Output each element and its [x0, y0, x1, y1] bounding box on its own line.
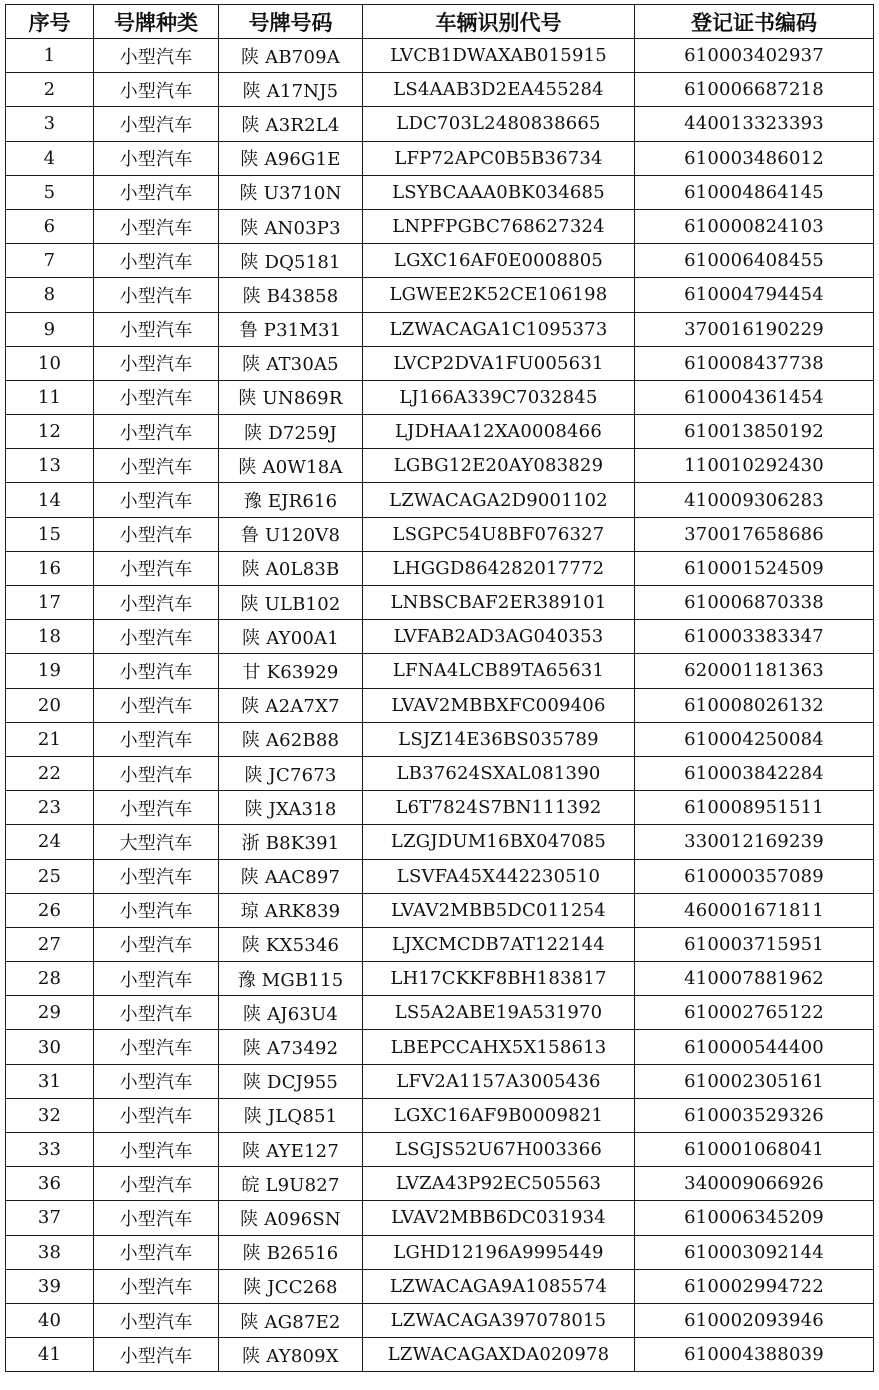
cell-certificate-code: 610002093946: [635, 1303, 874, 1337]
cell-index: 8: [6, 278, 94, 312]
cell-vin: LS4AAB3D2EA455284: [363, 73, 635, 107]
cell-vin: LSGPC54U8BF076327: [363, 517, 635, 551]
cell-vin: LVZA43P92EC505563: [363, 1167, 635, 1201]
table-row: [6, 517, 874, 551]
cell-plate-number: 鲁 P31M31: [219, 312, 363, 346]
cell-plate-number: 浙 B8K391: [219, 825, 363, 859]
cell-plate-number: 陕 AB709A: [219, 39, 363, 73]
cell-index: 37: [6, 1201, 94, 1235]
cell-index: 2: [6, 73, 94, 107]
table-row: [6, 962, 874, 996]
table-row: [6, 278, 874, 312]
cell-index: 13: [6, 449, 94, 483]
table-header: [6, 5, 874, 39]
cell-index: 28: [6, 962, 94, 996]
cell-vin: LGXC16AF0E0008805: [363, 244, 635, 278]
cell-plate-type: 小型汽车: [94, 620, 219, 654]
cell-vin: LGWEE2K52CE106198: [363, 278, 635, 312]
table-row: [6, 73, 874, 107]
cell-certificate-code: 610004794454: [635, 278, 874, 312]
cell-index: 19: [6, 654, 94, 688]
cell-plate-number: 豫 MGB115: [219, 962, 363, 996]
cell-certificate-code: 410009306283: [635, 483, 874, 517]
cell-certificate-code: 610008951511: [635, 791, 874, 825]
cell-vin: LGBG12E20AY083829: [363, 449, 635, 483]
cell-certificate-code: 440013323393: [635, 107, 874, 141]
cell-plate-number: 豫 EJR616: [219, 483, 363, 517]
cell-certificate-code: 370017658686: [635, 517, 874, 551]
cell-plate-type: 小型汽车: [94, 415, 219, 449]
cell-vin: LVFAB2AD3AG040353: [363, 620, 635, 654]
cell-index: 18: [6, 620, 94, 654]
cell-plate-type: 小型汽车: [94, 175, 219, 209]
cell-vin: LJXCMCDB7AT122144: [363, 927, 635, 961]
cell-certificate-code: 610003486012: [635, 141, 874, 175]
cell-vin: LSJZ14E36BS035789: [363, 722, 635, 756]
cell-plate-number: 陕 JLQ851: [219, 1098, 363, 1132]
cell-plate-type: 小型汽车: [94, 209, 219, 243]
cell-certificate-code: 610000544400: [635, 1030, 874, 1064]
cell-index: 36: [6, 1167, 94, 1201]
cell-plate-number: 陕 AT30A5: [219, 346, 363, 380]
table-row: [6, 175, 874, 209]
cell-plate-type: 小型汽车: [94, 107, 219, 141]
cell-certificate-code: 610004388039: [635, 1338, 874, 1372]
header-vin: 车辆识别代号: [363, 5, 635, 39]
cell-index: 30: [6, 1030, 94, 1064]
cell-plate-number: 陕 A0W18A: [219, 449, 363, 483]
table-row: [6, 620, 874, 654]
cell-plate-number: 陕 AN03P3: [219, 209, 363, 243]
cell-plate-type: 小型汽车: [94, 962, 219, 996]
cell-plate-type: 小型汽车: [94, 586, 219, 620]
cell-vin: LGHD12196A9995449: [363, 1235, 635, 1269]
cell-certificate-code: 340009066926: [635, 1167, 874, 1201]
cell-vin: LNBSCBAF2ER389101: [363, 586, 635, 620]
cell-vin: LZWACAGAXDA020978: [363, 1338, 635, 1372]
header-row: [6, 5, 874, 39]
cell-index: 5: [6, 175, 94, 209]
cell-index: 12: [6, 415, 94, 449]
cell-plate-number: 陕 B26516: [219, 1235, 363, 1269]
cell-plate-number: 陕 AJ63U4: [219, 996, 363, 1030]
table-row: [6, 1269, 874, 1303]
cell-plate-number: 陕 A96G1E: [219, 141, 363, 175]
cell-certificate-code: 610003092144: [635, 1235, 874, 1269]
cell-index: 31: [6, 1064, 94, 1098]
table-row: [6, 39, 874, 73]
cell-plate-number: 鲁 U120V8: [219, 517, 363, 551]
cell-plate-type: 小型汽车: [94, 859, 219, 893]
cell-index: 11: [6, 380, 94, 414]
cell-certificate-code: 610004864145: [635, 175, 874, 209]
table-row: [6, 791, 874, 825]
cell-vin: LS5A2ABE19A531970: [363, 996, 635, 1030]
table-row: [6, 756, 874, 790]
header-certificate-code: 登记证书编码: [635, 5, 874, 39]
cell-vin: LFNA4LCB89TA65631: [363, 654, 635, 688]
cell-index: 40: [6, 1303, 94, 1337]
cell-plate-type: 小型汽车: [94, 517, 219, 551]
cell-vin: LVCB1DWAXAB015915: [363, 39, 635, 73]
cell-plate-number: 陕 A0L83B: [219, 551, 363, 585]
cell-plate-number: 陕 ULB102: [219, 586, 363, 620]
cell-index: 26: [6, 893, 94, 927]
cell-certificate-code: 610006870338: [635, 586, 874, 620]
cell-vin: LJ166A339C7032845: [363, 380, 635, 414]
cell-index: 6: [6, 209, 94, 243]
cell-certificate-code: 610002305161: [635, 1064, 874, 1098]
cell-vin: LFP72APC0B5B36734: [363, 141, 635, 175]
cell-index: 14: [6, 483, 94, 517]
cell-certificate-code: 610001524509: [635, 551, 874, 585]
cell-plate-type: 小型汽车: [94, 1303, 219, 1337]
cell-index: 7: [6, 244, 94, 278]
table-row: [6, 859, 874, 893]
cell-certificate-code: 610004250084: [635, 722, 874, 756]
cell-plate-number: 陕 JXA318: [219, 791, 363, 825]
cell-plate-type: 小型汽车: [94, 654, 219, 688]
cell-plate-number: 陕 A62B88: [219, 722, 363, 756]
cell-vin: LBEPCCAHX5X158613: [363, 1030, 635, 1064]
cell-certificate-code: 110010292430: [635, 449, 874, 483]
cell-plate-number: 陕 AAC897: [219, 859, 363, 893]
cell-plate-number: 陕 KX5346: [219, 927, 363, 961]
cell-plate-number: 陕 AY00A1: [219, 620, 363, 654]
cell-index: 38: [6, 1235, 94, 1269]
cell-plate-type: 小型汽车: [94, 688, 219, 722]
table-row: [6, 312, 874, 346]
table-row: [6, 654, 874, 688]
cell-vin: LVAV2MBBXFC009406: [363, 688, 635, 722]
table-row: [6, 1235, 874, 1269]
vehicle-registration-table: [5, 4, 874, 1372]
cell-certificate-code: 610008026132: [635, 688, 874, 722]
cell-plate-number: 陕 B43858: [219, 278, 363, 312]
cell-certificate-code: 610006345209: [635, 1201, 874, 1235]
table-row: [6, 1098, 874, 1132]
table-row: [6, 586, 874, 620]
cell-certificate-code: 610008437738: [635, 346, 874, 380]
cell-plate-number: 陕 A3R2L4: [219, 107, 363, 141]
cell-index: 41: [6, 1338, 94, 1372]
cell-certificate-code: 610006687218: [635, 73, 874, 107]
cell-plate-type: 小型汽车: [94, 722, 219, 756]
cell-vin: LZWACAGA1C1095373: [363, 312, 635, 346]
cell-index: 4: [6, 141, 94, 175]
cell-plate-number: 陕 UN869R: [219, 380, 363, 414]
cell-vin: L6T7824S7BN111392: [363, 791, 635, 825]
table-row: [6, 483, 874, 517]
cell-plate-type: 小型汽车: [94, 756, 219, 790]
cell-vin: LSYBCAAA0BK034685: [363, 175, 635, 209]
cell-certificate-code: 610000357089: [635, 859, 874, 893]
table-row: [6, 551, 874, 585]
cell-index: 1: [6, 39, 94, 73]
table-row: [6, 688, 874, 722]
header-plate-number: 号牌号码: [219, 5, 363, 39]
table-row: [6, 415, 874, 449]
table-row: [6, 996, 874, 1030]
cell-index: 25: [6, 859, 94, 893]
cell-vin: LVAV2MBB6DC031934: [363, 1201, 635, 1235]
table-row: [6, 209, 874, 243]
cell-index: 21: [6, 722, 94, 756]
cell-plate-number: 陕 U3710N: [219, 175, 363, 209]
cell-index: 29: [6, 996, 94, 1030]
table-row: [6, 449, 874, 483]
cell-plate-type: 小型汽车: [94, 1064, 219, 1098]
table-row: [6, 1030, 874, 1064]
cell-certificate-code: 610003842284: [635, 756, 874, 790]
cell-certificate-code: 410007881962: [635, 962, 874, 996]
cell-plate-type: 小型汽车: [94, 1235, 219, 1269]
cell-index: 33: [6, 1133, 94, 1167]
cell-certificate-code: 610003529326: [635, 1098, 874, 1132]
cell-certificate-code: 610004361454: [635, 380, 874, 414]
cell-certificate-code: 610001068041: [635, 1133, 874, 1167]
cell-plate-type: 小型汽车: [94, 278, 219, 312]
cell-index: 39: [6, 1269, 94, 1303]
cell-plate-type: 小型汽车: [94, 1201, 219, 1235]
cell-plate-number: 陕 AG87E2: [219, 1303, 363, 1337]
cell-vin: LZGJDUM16BX047085: [363, 825, 635, 859]
cell-plate-type: 小型汽车: [94, 73, 219, 107]
cell-index: 15: [6, 517, 94, 551]
cell-certificate-code: 610003402937: [635, 39, 874, 73]
cell-vin: LDC703L2480838665: [363, 107, 635, 141]
cell-plate-number: 陕 DCJ955: [219, 1064, 363, 1098]
cell-plate-type: 小型汽车: [94, 893, 219, 927]
cell-vin: LZWACAGA397078015: [363, 1303, 635, 1337]
table-row: [6, 1338, 874, 1372]
header-plate-type: 号牌种类: [94, 5, 219, 39]
table-row: [6, 1303, 874, 1337]
cell-plate-number: 陕 JCC268: [219, 1269, 363, 1303]
table-row: [6, 346, 874, 380]
cell-plate-type: 大型汽车: [94, 825, 219, 859]
header-index: 序号: [6, 5, 94, 39]
cell-plate-type: 小型汽车: [94, 1338, 219, 1372]
cell-plate-number: 陕 D7259J: [219, 415, 363, 449]
cell-index: 32: [6, 1098, 94, 1132]
cell-plate-type: 小型汽车: [94, 141, 219, 175]
table-row: [6, 893, 874, 927]
cell-index: 23: [6, 791, 94, 825]
cell-plate-number: 陕 A2A7X7: [219, 688, 363, 722]
cell-vin: LVAV2MBB5DC011254: [363, 893, 635, 927]
cell-plate-type: 小型汽车: [94, 551, 219, 585]
cell-plate-type: 小型汽车: [94, 346, 219, 380]
table-row: [6, 141, 874, 175]
cell-plate-type: 小型汽车: [94, 996, 219, 1030]
cell-index: 20: [6, 688, 94, 722]
cell-plate-type: 小型汽车: [94, 927, 219, 961]
cell-plate-type: 小型汽车: [94, 791, 219, 825]
table-row: [6, 244, 874, 278]
cell-plate-number: 陕 A73492: [219, 1030, 363, 1064]
cell-vin: LH17CKKF8BH183817: [363, 962, 635, 996]
cell-plate-number: 陕 JC7673: [219, 756, 363, 790]
cell-certificate-code: 610002765122: [635, 996, 874, 1030]
table-row: [6, 380, 874, 414]
table-row: [6, 825, 874, 859]
cell-plate-type: 小型汽车: [94, 312, 219, 346]
cell-plate-type: 小型汽车: [94, 380, 219, 414]
cell-plate-type: 小型汽车: [94, 244, 219, 278]
cell-vin: LZWACAGA9A1085574: [363, 1269, 635, 1303]
cell-index: 22: [6, 756, 94, 790]
cell-index: 17: [6, 586, 94, 620]
cell-certificate-code: 610006408455: [635, 244, 874, 278]
cell-plate-type: 小型汽车: [94, 1098, 219, 1132]
cell-plate-number: 陕 AYE127: [219, 1133, 363, 1167]
cell-certificate-code: 460001671811: [635, 893, 874, 927]
cell-certificate-code: 610003383347: [635, 620, 874, 654]
cell-plate-number: 陕 DQ5181: [219, 244, 363, 278]
cell-plate-type: 小型汽车: [94, 449, 219, 483]
table-body: [6, 39, 874, 1372]
cell-vin: LGXC16AF9B0009821: [363, 1098, 635, 1132]
cell-index: 9: [6, 312, 94, 346]
cell-plate-type: 小型汽车: [94, 1030, 219, 1064]
cell-index: 27: [6, 927, 94, 961]
table-row: [6, 927, 874, 961]
cell-vin: LHGGD864282017772: [363, 551, 635, 585]
cell-vin: LJDHAA12XA0008466: [363, 415, 635, 449]
cell-index: 16: [6, 551, 94, 585]
cell-plate-type: 小型汽车: [94, 1269, 219, 1303]
cell-vin: LZWACAGA2D9001102: [363, 483, 635, 517]
cell-vin: LSVFA45X442230510: [363, 859, 635, 893]
table-row: [6, 1201, 874, 1235]
table-row: [6, 107, 874, 141]
cell-vin: LNPFPGBC768627324: [363, 209, 635, 243]
cell-vin: LFV2A1157A3005436: [363, 1064, 635, 1098]
cell-index: 24: [6, 825, 94, 859]
cell-plate-type: 小型汽车: [94, 39, 219, 73]
cell-plate-number: 陕 AY809X: [219, 1338, 363, 1372]
cell-plate-type: 小型汽车: [94, 1167, 219, 1201]
cell-certificate-code: 610013850192: [635, 415, 874, 449]
cell-certificate-code: 610000824103: [635, 209, 874, 243]
table-row: [6, 1167, 874, 1201]
cell-plate-number: 琼 ARK839: [219, 893, 363, 927]
cell-plate-type: 小型汽车: [94, 1133, 219, 1167]
cell-index: 3: [6, 107, 94, 141]
cell-index: 10: [6, 346, 94, 380]
cell-vin: LB37624SXAL081390: [363, 756, 635, 790]
table-row: [6, 1133, 874, 1167]
cell-plate-number: 陕 A096SN: [219, 1201, 363, 1235]
cell-certificate-code: 610002994722: [635, 1269, 874, 1303]
cell-certificate-code: 610003715951: [635, 927, 874, 961]
cell-certificate-code: 330012169239: [635, 825, 874, 859]
cell-plate-number: 陕 A17NJ5: [219, 73, 363, 107]
cell-plate-type: 小型汽车: [94, 483, 219, 517]
cell-vin: LSGJS52U67H003366: [363, 1133, 635, 1167]
cell-certificate-code: 620001181363: [635, 654, 874, 688]
table-row: [6, 1064, 874, 1098]
cell-certificate-code: 370016190229: [635, 312, 874, 346]
cell-plate-number: 皖 L9U827: [219, 1167, 363, 1201]
cell-vin: LVCP2DVA1FU005631: [363, 346, 635, 380]
cell-plate-number: 甘 K63929: [219, 654, 363, 688]
table-row: [6, 722, 874, 756]
